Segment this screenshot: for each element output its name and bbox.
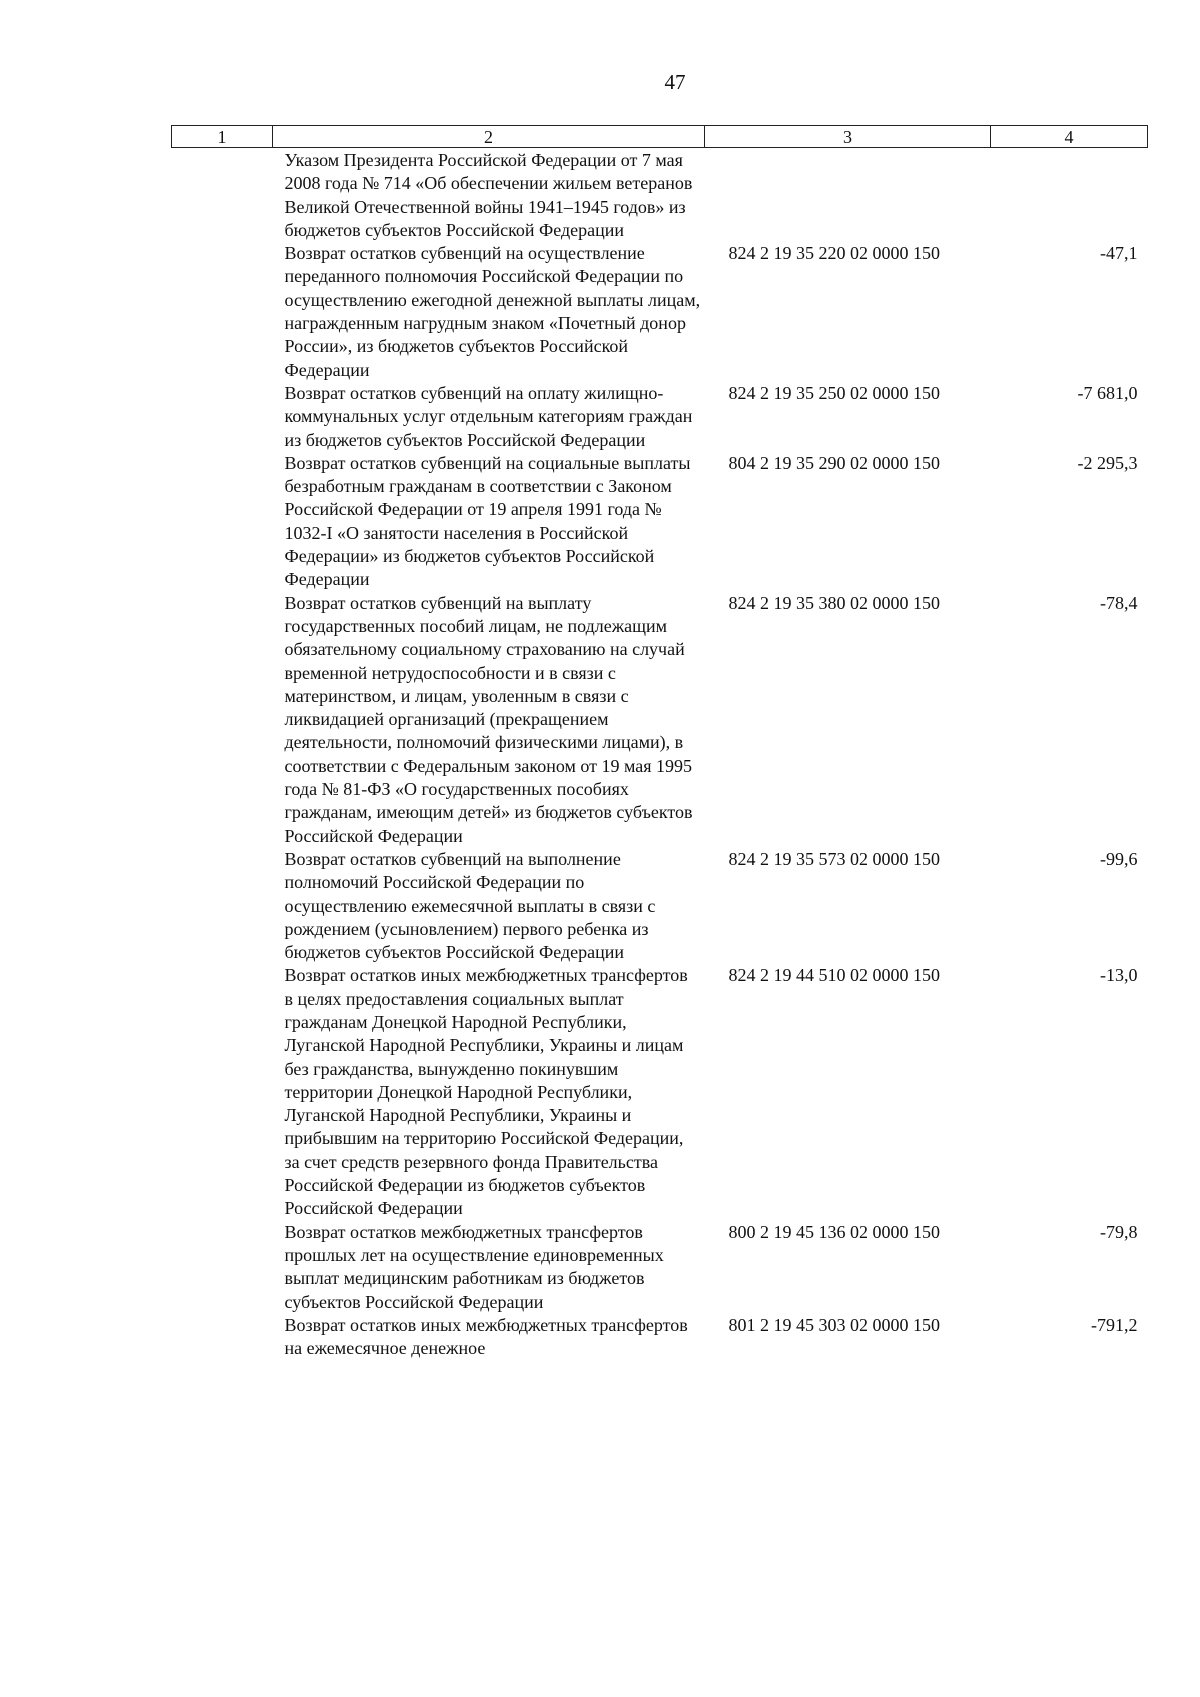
page-number: 47	[664, 70, 686, 94]
description-cell: Возврат остатков субвенций на выплату государственных пособий лицам, не подлежащим обязательному социальному страхованию на случай временной нетрудоспособности и в связи с материнством, и лицам, уволенным в связи с ликвидацией организаций (прекращением деятельности, полномочий физическими лицами), в соответствии с Федеральным законом от 19 мая 1995 года № 81-ФЗ «О государственных пособиях гражданам, имеющим детей» из бюджетов субъектов Российской Федерации	[284, 592, 693, 846]
code-cell: 800 2 19 45 136 02 0000 150	[728, 1221, 940, 1242]
row-number-cell	[172, 964, 273, 1220]
table-row	[172, 242, 1148, 382]
table-row	[172, 848, 1148, 964]
row-number-cell	[172, 148, 273, 243]
column-header-3: 3	[705, 126, 991, 148]
code-cell	[705, 148, 991, 243]
table-header-row	[172, 126, 1148, 148]
table-row	[172, 1314, 1148, 1361]
amount-cell	[991, 148, 1148, 243]
description-cell: Возврат остатков субвенций на оплату жилищно-коммунальных услуг отдельным категориям граждан из бюджетов субъектов Российской Федерации	[284, 382, 693, 450]
amount-cell: -13,0	[1100, 965, 1138, 986]
code-cell: 824 2 19 35 220 02 0000 150	[728, 243, 940, 264]
code-cell: 804 2 19 35 290 02 0000 150	[728, 452, 940, 473]
code-cell: 801 2 19 45 303 02 0000 150	[728, 1314, 940, 1335]
description-cell: Возврат остатков иных межбюджетных трансфертов на ежемесячное денежное	[284, 1314, 688, 1359]
amount-cell: -47,1	[1100, 243, 1138, 264]
row-number-cell	[172, 452, 273, 592]
row-number-cell	[172, 1314, 273, 1361]
description-cell: Возврат остатков субвенций на осуществление переданного полномочия Российской Федерации по осуществлению ежегодной денежной выплаты лицам, награжденным нагрудным знаком «Почетный донор России», из бюджетов субъектов Российской Федерации	[284, 243, 701, 380]
description-cell: Возврат остатков иных межбюджетных трансфертов в целях предоставления социальных выплат гражданам Донецкой Народной Республики, Луганской Народной Республики, Украины и лицам без гражданства, вынужденно покинувшим территории Донецкой Народной Республики, Луганской Народной Республики, Украины и прибывшим на территорию Российской Федерации, за счет средств резервного фонда Правительства Российской Федерации из бюджетов субъектов Российской Федерации	[284, 965, 688, 1219]
column-header-4: 4	[991, 126, 1148, 148]
amount-cell: -2 295,3	[1077, 452, 1138, 473]
row-number-cell	[172, 382, 273, 452]
table-row	[172, 148, 1148, 243]
table-row	[172, 382, 1148, 452]
row-number-cell	[172, 1221, 273, 1314]
column-header-2: 2	[273, 126, 705, 148]
description-cell: Возврат остатков субвенций на выполнение полномочий Российской Федерации по осуществлению ежемесячной выплаты в связи с рождением (усыновлением) первого ребенка из бюджетов субъектов Российской Федерации	[284, 848, 656, 963]
row-number-cell	[172, 848, 273, 964]
code-cell: 824 2 19 44 510 02 0000 150	[728, 965, 940, 986]
table-row	[172, 592, 1148, 848]
code-cell: 824 2 19 35 573 02 0000 150	[728, 848, 940, 869]
code-cell: 824 2 19 35 380 02 0000 150	[728, 592, 940, 613]
description-cell: Указом Президента Российской Федерации от 7 мая 2008 года № 714 «Об обеспечении жильем ветеранов Великой Отечественной войны 1941–1945 годов» из бюджетов субъектов Российской Федерации	[284, 150, 693, 240]
code-cell: 824 2 19 35 250 02 0000 150	[728, 382, 940, 403]
description-cell: Возврат остатков межбюджетных трансфертов прошлых лет на осуществление единовременных выплат медицинским работникам из бюджетов субъектов Российской Федерации	[284, 1221, 664, 1312]
column-header-1: 1	[172, 126, 273, 148]
table-row	[172, 452, 1148, 592]
amount-cell: -99,6	[1100, 848, 1138, 869]
amount-cell: -78,4	[1100, 592, 1138, 613]
row-number-cell	[172, 592, 273, 848]
amount-cell: -791,2	[1091, 1314, 1138, 1335]
table-row	[172, 1221, 1148, 1314]
amount-cell: -7 681,0	[1077, 382, 1138, 403]
row-number-cell	[172, 242, 273, 382]
description-cell: Возврат остатков субвенций на социальные выплаты безработным гражданам в соответствии с Законом Российской Федерации от 19 апреля 1991 года № 1032-I «О занятости населения в Российской Федерации» из бюджетов субъектов Российской Федерации	[284, 452, 691, 590]
amount-cell: -79,8	[1100, 1221, 1138, 1242]
budget-table	[171, 125, 1148, 1360]
table-row	[172, 964, 1148, 1220]
